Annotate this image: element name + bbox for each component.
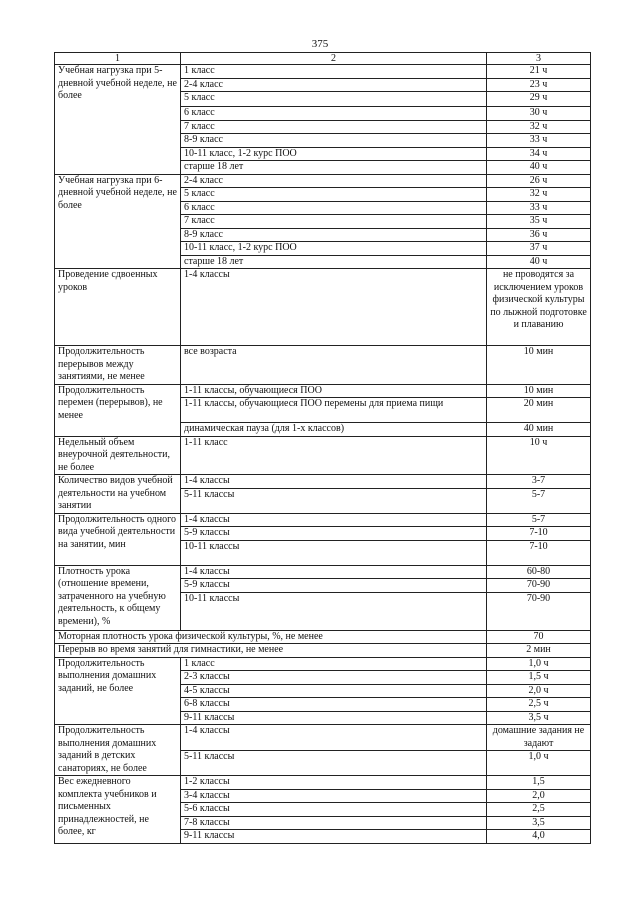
row-value: 60-80 <box>487 565 591 579</box>
row-category: 2-3 классы <box>181 671 487 685</box>
row-category: 10-11 классы <box>181 540 487 565</box>
row-category: 1 класс <box>181 657 487 671</box>
row-value: 33 ч <box>487 201 591 215</box>
row-value: 37 ч <box>487 242 591 256</box>
row-value: 10 мин <box>487 346 591 385</box>
row-value: 70 <box>487 630 591 644</box>
row-label: Продолжительность выполнения домашних заданий в детских санаториях, не более <box>55 725 181 776</box>
row-category: 7 класс <box>181 215 487 229</box>
table-row <box>55 725 591 751</box>
page-number: 375 <box>311 38 329 50</box>
row-value: 3-7 <box>487 475 591 489</box>
row-category: 2-4 класс <box>181 78 487 92</box>
row-value: 30 ч <box>487 107 591 121</box>
table-row <box>55 65 591 79</box>
row-category: 9-11 классы <box>181 830 487 844</box>
row-value: 1,0 ч <box>487 657 591 671</box>
row-value: 40 ч <box>487 255 591 269</box>
row-value: 5-7 <box>487 513 591 527</box>
row-category: 5-6 классы <box>181 803 487 817</box>
row-category: 5 класс <box>181 188 487 202</box>
row-label: Проведение сдвоенных уроков <box>55 269 181 346</box>
row-category: 9-11 классы <box>181 711 487 725</box>
row-value: 2,5 ч <box>487 698 591 712</box>
row-value: 1,0 ч <box>487 751 591 776</box>
row-label: Недельный объем внеурочной деятельности, не более <box>55 436 181 475</box>
table-row <box>55 657 591 671</box>
row-category: 6 класс <box>181 107 487 121</box>
table-body <box>55 65 591 844</box>
row-value: 20 мин <box>487 398 591 423</box>
header-col-2: 2 <box>181 53 487 65</box>
row-value: 3,5 ч <box>487 711 591 725</box>
row-category: 1-4 классы <box>181 725 487 751</box>
table-row <box>55 436 591 475</box>
row-value: 33 ч <box>487 134 591 148</box>
row-value: 7-10 <box>487 540 591 565</box>
row-value: 26 ч <box>487 174 591 188</box>
row-value: не проводятся за исключением уроков физической культуры по лыжной подготовке и плаванию <box>487 269 591 346</box>
row-value: 1,5 ч <box>487 671 591 685</box>
table-row <box>55 174 591 188</box>
table-row <box>55 644 591 658</box>
row-category: 5-11 классы <box>181 751 487 776</box>
row-label: Продолжительность выполнения домашних заданий, не более <box>55 657 181 725</box>
row-category: 10-11 класс, 1-2 курс ПОО <box>181 147 487 161</box>
row-value: 32 ч <box>487 120 591 134</box>
row-category: 10-11 класс, 1-2 курс ПОО <box>181 242 487 256</box>
header-col-1: 1 <box>55 53 181 65</box>
table-row <box>55 776 591 790</box>
row-category: все возраста <box>181 346 487 385</box>
row-value: 23 ч <box>487 78 591 92</box>
row-category: 1-11 класс <box>181 436 487 475</box>
row-category: 1-2 классы <box>181 776 487 790</box>
row-category: 5-11 классы <box>181 488 487 513</box>
row-value: 40 ч <box>487 161 591 175</box>
row-value: 32 ч <box>487 188 591 202</box>
row-value: 35 ч <box>487 215 591 229</box>
row-category: 4-5 классы <box>181 684 487 698</box>
row-category: 6-8 классы <box>181 698 487 712</box>
row-value: 1,5 <box>487 776 591 790</box>
row-category: 1-4 классы <box>181 565 487 579</box>
row-category: 1 класс <box>181 65 487 79</box>
row-value: 7-10 <box>487 527 591 541</box>
table-row <box>55 475 591 489</box>
row-value: 5-7 <box>487 488 591 513</box>
table-row <box>55 565 591 579</box>
row-value: 2,0 <box>487 789 591 803</box>
table-row <box>55 513 591 527</box>
row-value: 10 ч <box>487 436 591 475</box>
row-value: 70-90 <box>487 579 591 593</box>
row-value: 34 ч <box>487 147 591 161</box>
row-label: Количество видов учебной деятельности на учебном занятии <box>55 475 181 514</box>
row-label: Продолжительность одного вида учебной деятельности на занятии, мин <box>55 513 181 565</box>
row-value: 3,5 <box>487 816 591 830</box>
row-category: старше 18 лет <box>181 161 487 175</box>
row-value: 40 мин <box>487 423 591 437</box>
row-category: 5 класс <box>181 92 487 107</box>
row-value: 2,0 ч <box>487 684 591 698</box>
row-category: 3-4 классы <box>181 789 487 803</box>
table-row <box>55 630 591 644</box>
row-category: 1-11 классы, обучающиеся ПОО перемены для приема пищи <box>181 398 487 423</box>
row-label: Учебная нагрузка при 5-дневной учебной неделе, не более <box>55 65 181 175</box>
row-label: Продолжительность перерывов между занятиями, не менее <box>55 346 181 385</box>
row-category: динамическая пауза (для 1-х классов) <box>181 423 487 437</box>
row-value: 21 ч <box>487 65 591 79</box>
row-category: 5-9 классы <box>181 527 487 541</box>
row-category: 1-4 классы <box>181 269 487 346</box>
row-value: 70-90 <box>487 592 591 630</box>
row-label-wide: Моторная плотность урока физической культуры, %, не менее <box>55 630 487 644</box>
norms-table <box>54 52 591 844</box>
row-label: Учебная нагрузка при 6-дневной учебной неделе, не более <box>55 174 181 269</box>
row-label-wide: Перерыв во время занятий для гимнастики, не менее <box>55 644 487 658</box>
row-value: 4,0 <box>487 830 591 844</box>
table-row <box>55 384 591 398</box>
row-category: 1-4 классы <box>181 475 487 489</box>
header-row <box>55 53 591 65</box>
row-category: 8-9 класс <box>181 134 487 148</box>
row-category: 1-4 классы <box>181 513 487 527</box>
row-value: 29 ч <box>487 92 591 107</box>
row-category: 7 класс <box>181 120 487 134</box>
row-category: 2-4 класс <box>181 174 487 188</box>
row-category: 8-9 класс <box>181 228 487 242</box>
table-row <box>55 269 591 346</box>
row-value: 10 мин <box>487 384 591 398</box>
row-category: 7-8 классы <box>181 816 487 830</box>
table-row <box>55 346 591 385</box>
row-label: Плотность урока (отношение времени, затраченного на учебную деятельность, к общему времени), % <box>55 565 181 630</box>
row-category: старше 18 лет <box>181 255 487 269</box>
row-category: 1-11 классы, обучающиеся ПОО <box>181 384 487 398</box>
row-category: 10-11 классы <box>181 592 487 630</box>
row-value: 2,5 <box>487 803 591 817</box>
row-label: Продолжительность перемен (перерывов), не менее <box>55 384 181 436</box>
header-col-3: 3 <box>487 53 591 65</box>
row-value: 36 ч <box>487 228 591 242</box>
row-category: 5-9 классы <box>181 579 487 593</box>
row-category: 6 класс <box>181 201 487 215</box>
row-label: Вес ежедневного комплекта учебников и письменных принадлежностей, не более, кг <box>55 776 181 844</box>
row-value: домашние задания не задают <box>487 725 591 751</box>
row-value: 2 мин <box>487 644 591 658</box>
